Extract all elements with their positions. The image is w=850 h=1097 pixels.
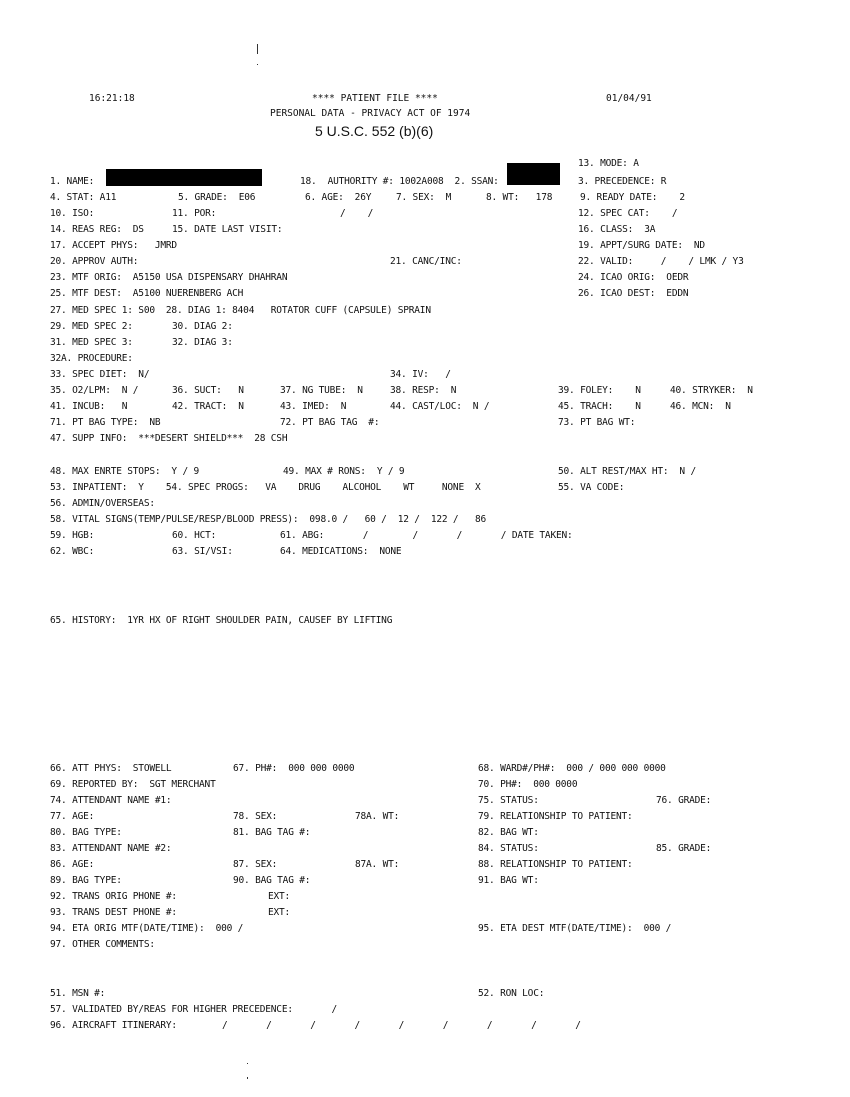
field-attendant-1-bag-tag: 81. BAG TAG #: xyxy=(233,827,311,838)
field-weight: 8. WT: 178 xyxy=(486,192,553,203)
field-mtf-dest: 25. MTF DEST: A5100 NUERENBERG ACH xyxy=(50,288,244,299)
field-valid: 22. VALID: / / LMK / Y3 xyxy=(578,256,744,267)
field-mcn: 46. MCN: N xyxy=(670,401,731,412)
field-age: 6. AGE: 26Y xyxy=(305,192,372,203)
field-imed: 43. IMED: N xyxy=(280,401,347,412)
field-attendant-1-age: 77. AGE: xyxy=(50,811,95,822)
field-authority-ssan: 18. AUTHORITY #: 1002A008 2. SSAN: xyxy=(300,176,499,187)
field-incub: 41. INCUB: N xyxy=(50,401,128,412)
field-attendant-2-age: 86. AGE: xyxy=(50,859,95,870)
field-medications: 64. MEDICATIONS: NONE xyxy=(280,546,402,557)
field-hgb: 59. HGB: xyxy=(50,530,95,541)
field-va-code: 55. VA CODE: xyxy=(558,482,625,493)
field-resp: 38. RESP: N xyxy=(390,385,457,396)
field-attendant-2-grade: 85. GRADE: xyxy=(656,843,712,854)
field-cast-loc: 44. CAST/LOC: N / xyxy=(390,401,490,412)
field-aircraft-itinerary: 96. AIRCRAFT ITINERARY: xyxy=(50,1020,177,1031)
field-attendant-2-bag-type: 89. BAG TYPE: xyxy=(50,875,122,886)
field-other-comments: 97. OTHER COMMENTS: xyxy=(50,939,155,950)
field-max-rons: 49. MAX # RONS: Y / 9 xyxy=(283,466,405,477)
field-attendant-1-bag-wt: 82. BAG WT: xyxy=(478,827,539,838)
field-spec-cat: 12. SPEC CAT: / xyxy=(578,208,678,219)
field-trach: 45. TRACH: N xyxy=(558,401,641,412)
field-attendant-1-wt: 78A. WT: xyxy=(355,811,400,822)
scan-speck xyxy=(247,1063,248,1064)
field-tract: 42. TRACT: N xyxy=(172,401,244,412)
redacted-name xyxy=(106,169,262,186)
field-history: 65. HISTORY: 1YR HX OF RIGHT SHOULDER PAIN, CAUSEF BY LIFTING xyxy=(50,615,393,626)
redacted-ssan xyxy=(507,163,560,185)
field-attendant-2-relationship: 88. RELATIONSHIP TO PATIENT: xyxy=(478,859,633,870)
field-trans-dest-phone: 93. TRANS DEST PHONE #: xyxy=(50,907,177,918)
field-iso: 10. ISO: xyxy=(50,208,95,219)
field-aircraft-itinerary-slots: / / / / / / / / / xyxy=(222,1020,581,1031)
field-med-spec-3: 31. MED SPEC 3: xyxy=(50,337,133,348)
field-pt-bag-type: 71. PT BAG TYPE: NB xyxy=(50,417,161,428)
field-vital-signs: 58. VITAL SIGNS(TEMP/PULSE/RESP/BLOOD PRESS): 098.0 / 60 / 12 / 122 / 86 xyxy=(50,514,487,525)
print-date: 01/04/91 xyxy=(606,93,652,104)
field-pt-bag-tag: 72. PT BAG TAG #: xyxy=(280,417,380,428)
field-alt-rest-max-ht: 50. ALT REST/MAX HT: N / xyxy=(558,466,696,477)
field-iv: 34. IV: / xyxy=(390,369,451,380)
field-max-enrte-stops: 48. MAX ENRTE STOPS: Y / 9 xyxy=(50,466,200,477)
field-med-spec-2: 29. MED SPEC 2: xyxy=(50,321,133,332)
scan-speck xyxy=(247,1077,248,1079)
field-attendant-2-bag-wt: 91. BAG WT: xyxy=(478,875,539,886)
field-inpatient-spec-progs: 53. INPATIENT: Y 54. SPEC PROGS: VA DRUG ALCOHOL WT NONE X xyxy=(50,482,481,493)
field-attendant-2-sex: 87. SEX: xyxy=(233,859,278,870)
field-ng-tube: 37. NG TUBE: N xyxy=(280,385,363,396)
field-procedure: 32A. PROCEDURE: xyxy=(50,353,133,364)
field-wbc: 62. WBC: xyxy=(50,546,95,557)
field-ready-date: 9. READY DATE: 2 xyxy=(580,192,685,203)
field-attendant-1-status: 75. STATUS: xyxy=(478,795,539,806)
field-date-last-visit: 15. DATE LAST VISIT: xyxy=(172,224,283,235)
field-class: 16. CLASS: 3A xyxy=(578,224,656,235)
field-stat: 4. STAT: A11 xyxy=(50,192,117,203)
field-attendant-1-relationship: 79. RELATIONSHIP TO PATIENT: xyxy=(478,811,633,822)
field-si-vsi: 63. SI/VSI: xyxy=(172,546,233,557)
document-title: **** PATIENT FILE **** xyxy=(312,93,438,104)
field-attendant-1-bag-type: 80. BAG TYPE: xyxy=(50,827,122,838)
privacy-act-subtitle: PERSONAL DATA - PRIVACY ACT OF 1974 xyxy=(270,108,471,119)
field-stryker: 40. STRYKER: N xyxy=(670,385,753,396)
field-med-spec-1-diag-1: 27. MED SPEC 1: S00 28. DIAG 1: 8404 ROTATOR CUFF (CAPSULE) SPRAIN xyxy=(50,305,431,316)
field-diag-3: 32. DIAG 3: xyxy=(172,337,233,348)
field-attendant-1-grade: 76. GRADE: xyxy=(656,795,712,806)
scan-speck xyxy=(257,64,258,65)
field-msn: 51. MSN #: xyxy=(50,988,106,999)
field-approv-auth: 20. APPROV AUTH: xyxy=(50,256,139,267)
field-reporter-phone: 70. PH#: 000 0000 xyxy=(478,779,578,790)
field-mode: 13. MODE: A xyxy=(578,158,639,169)
scan-speck xyxy=(257,44,258,54)
field-supp-info: 47. SUPP INFO: ***DESERT SHIELD*** 28 CSH xyxy=(50,433,288,444)
field-attendant-2-wt: 87A. WT: xyxy=(355,859,400,870)
field-por: 11. POR: xyxy=(172,208,217,219)
field-por-value: / / xyxy=(340,208,374,219)
field-reported-by: 69. REPORTED BY: SGT MERCHANT xyxy=(50,779,216,790)
field-trans-dest-ext: EXT: xyxy=(268,907,291,918)
field-abg: 61. ABG: / / / / DATE TAKEN: xyxy=(280,530,573,541)
field-attendant-1-name: 74. ATTENDANT NAME #1: xyxy=(50,795,172,806)
field-icao-orig: 24. ICAO ORIG: OEDR xyxy=(578,272,689,283)
privacy-exemption-stamp: 5 U.S.C. 552 (b)(6) xyxy=(315,123,434,139)
field-grade: 5. GRADE: E06 xyxy=(178,192,256,203)
field-icao-dest: 26. ICAO DEST: EDDN xyxy=(578,288,689,299)
field-appt-surg-date: 19. APPT/SURG DATE: ND xyxy=(578,240,705,251)
field-foley: 39. FOLEY: N xyxy=(558,385,641,396)
field-canc-inc: 21. CANC/INC: xyxy=(390,256,462,267)
field-validated-by: 57. VALIDATED BY/REAS FOR HIGHER PRECEDENCE: / xyxy=(50,1004,338,1015)
field-ward-phone: 68. WARD#/PH#: 000 / 000 000 0000 xyxy=(478,763,666,774)
field-pt-bag-wt: 73. PT BAG WT: xyxy=(558,417,636,428)
print-time: 16:21:18 xyxy=(89,93,135,104)
field-att-phys: 66. ATT PHYS: STOWELL xyxy=(50,763,172,774)
field-attendant-2-bag-tag: 90. BAG TAG #: xyxy=(233,875,311,886)
field-hct: 60. HCT: xyxy=(172,530,217,541)
field-o2-lpm: 35. O2/LPM: N / xyxy=(50,385,139,396)
field-trans-orig-phone: 92. TRANS ORIG PHONE #: xyxy=(50,891,177,902)
field-admin-overseas: 56. ADMIN/OVERSEAS: xyxy=(50,498,155,509)
field-spec-diet: 33. SPEC DIET: N/ xyxy=(50,369,150,380)
field-trans-orig-ext: EXT: xyxy=(268,891,291,902)
field-suct: 36. SUCT: N xyxy=(172,385,244,396)
field-attendant-2-status: 84. STATUS: xyxy=(478,843,539,854)
field-accept-phys: 17. ACCEPT PHYS: JMRD xyxy=(50,240,177,251)
field-attendant-2-name: 83. ATTENDANT NAME #2: xyxy=(50,843,172,854)
field-eta-dest-mtf: 95. ETA DEST MTF(DATE/TIME): 000 / xyxy=(478,923,672,934)
field-sex: 7. SEX: M xyxy=(396,192,452,203)
field-eta-orig-mtf: 94. ETA ORIG MTF(DATE/TIME): 000 / xyxy=(50,923,244,934)
field-reas-reg: 14. REAS REG: DS xyxy=(50,224,144,235)
field-name: 1. NAME: xyxy=(50,176,95,187)
field-mtf-orig: 23. MTF ORIG: A5150 USA DISPENSARY DHAHRAN xyxy=(50,272,288,283)
field-precedence: 3. PRECEDENCE: R xyxy=(578,176,667,187)
field-attendant-1-sex: 78. SEX: xyxy=(233,811,278,822)
field-att-phys-phone: 67. PH#: 000 000 0000 xyxy=(233,763,355,774)
field-ron-loc: 52. RON LOC: xyxy=(478,988,545,999)
field-diag-2: 30. DIAG 2: xyxy=(172,321,233,332)
